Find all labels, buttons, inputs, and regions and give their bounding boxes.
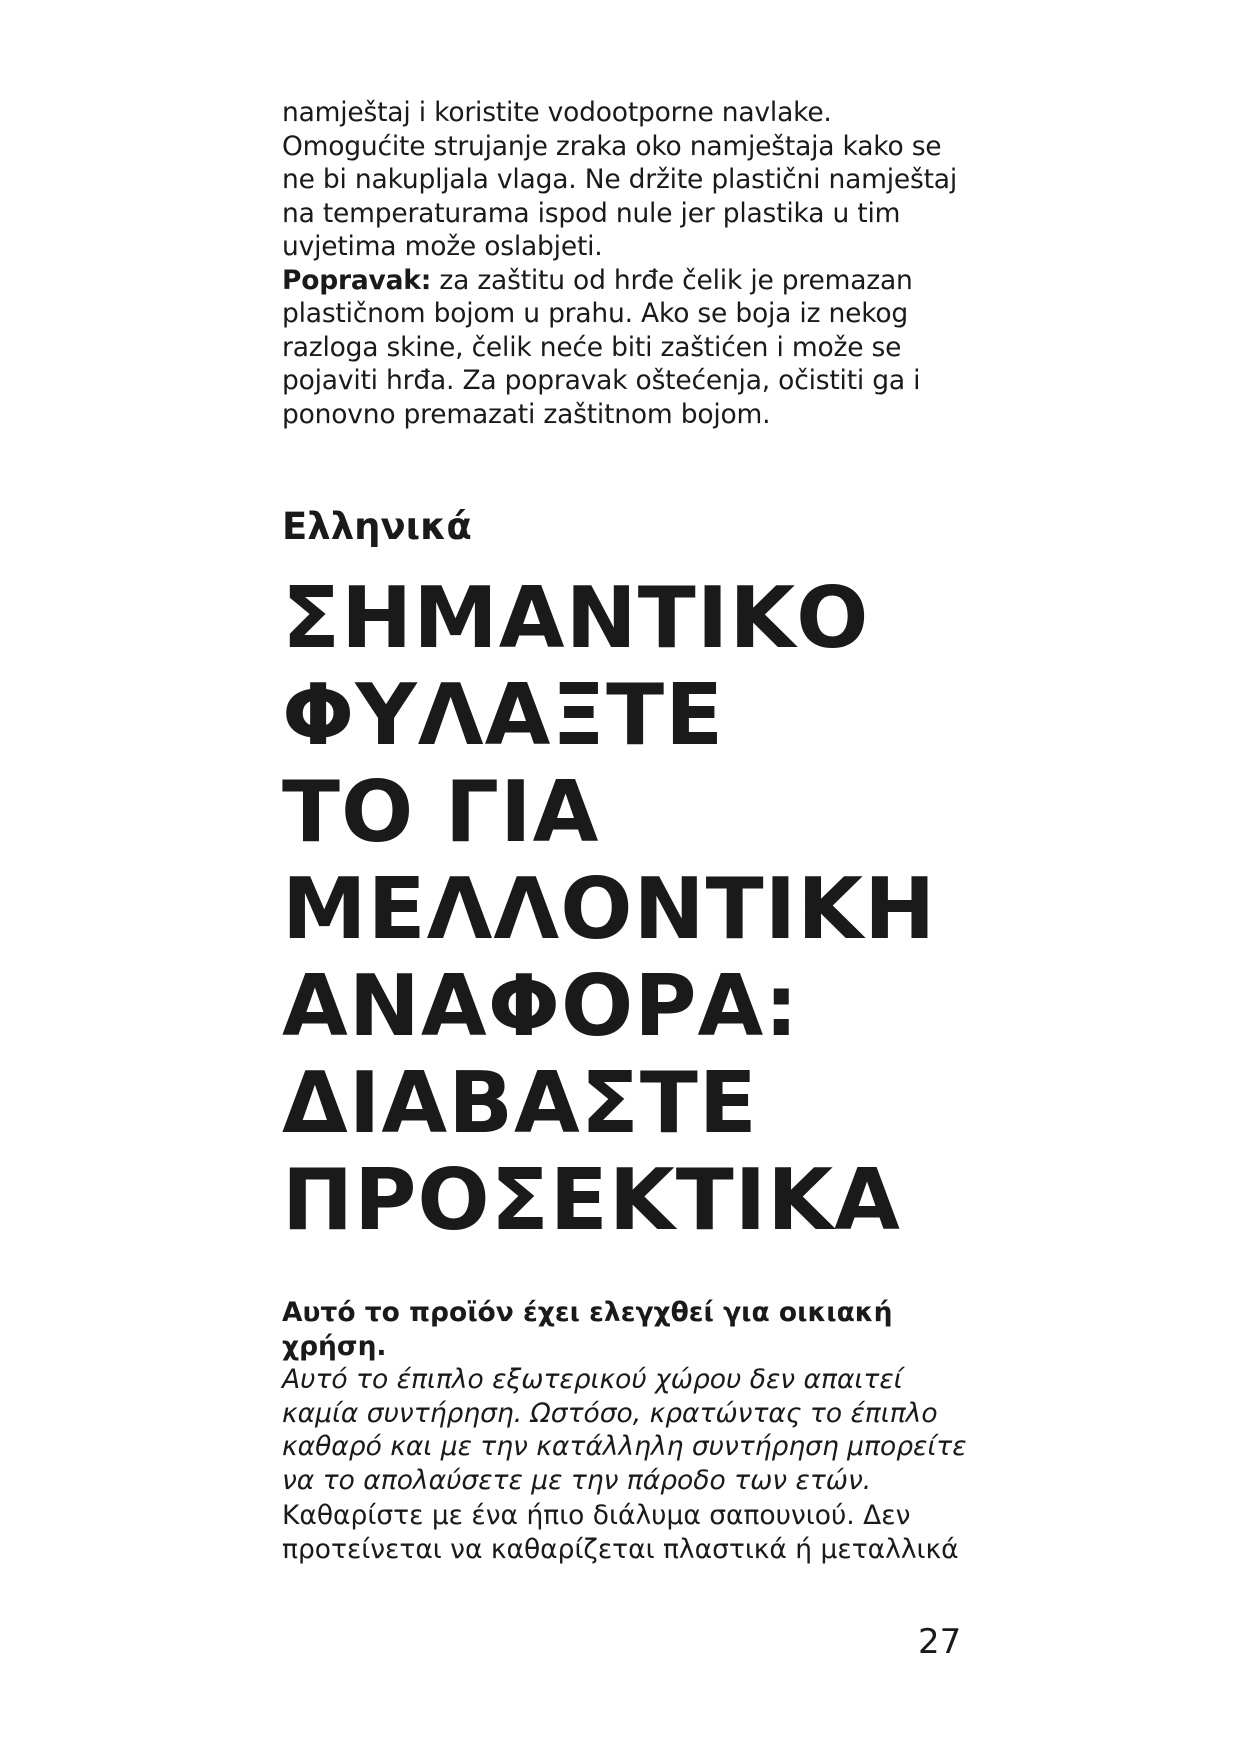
greek-care-section xyxy=(282,1296,982,1566)
croatian-care-section xyxy=(282,96,982,431)
maintenance-italic-paragraph: Αυτό το έπιπλο εξωτερικού χώρου δεν απαιτεί καμία συντήρηση. Ωστόσο, κρατώντας το έπιπλο καθαρό και με την κατάλληλη συντήρηση μπορείτε να το απολαύσετε με την πάροδο των ετών. xyxy=(282,1364,967,1496)
title-line: ΤΟ ΓΙΑ xyxy=(282,763,600,862)
title-line: ΣΗΜΑΝΤΙΚΟ xyxy=(282,569,870,668)
title-line: ΔΙΑΒΑΣΤΕ xyxy=(282,1054,758,1153)
repair-text: za zaštitu od hrđe čelik je premazan plastičnom bojom u prahu. Ako se boja iz nekog razloga skine, čelik neće biti zaštićen i može se pojaviti hrđa. Za popravak oštećenja, očistiti ga i ponovno premazati zaštitnom bojom. xyxy=(282,264,921,430)
title-line: ΜΕΛΛΟΝΤΙΚΗ xyxy=(282,860,937,959)
title-line: ΑΝΑΦΟΡΑ: xyxy=(282,957,800,1056)
title-line: ΠΡΟΣΕΚΤΙΚΑ xyxy=(282,1151,901,1250)
page-number: 27 xyxy=(918,1622,962,1662)
repair-paragraph xyxy=(282,264,982,432)
important-notice-title xyxy=(282,570,936,1249)
repair-label: Popravak: xyxy=(282,264,432,296)
title-line: ΦΥΛΑΞΤΕ xyxy=(282,666,725,765)
care-paragraph: namještaj i koristite vodootporne navlake. Omogućite strujanje zraka oko namještaja kako se ne bi nakupljala vlaga. Ne držite plastični namještaj na temperaturama ispod nule jer plastika u tim uvjetima može oslabjeti. xyxy=(282,97,957,262)
household-use-subheading: Αυτό το προϊόν έχει ελεγχθεί για οικιακή χρήση. xyxy=(282,1297,893,1362)
language-heading: Ελληνικά xyxy=(282,505,472,548)
cleaning-paragraph: Καθαρίστε με ένα ήπιο διάλυμα σαπουνιού. Δεν προτείνεται να καθαρίζεται πλαστικά ή μεταλλικά xyxy=(282,1500,959,1565)
